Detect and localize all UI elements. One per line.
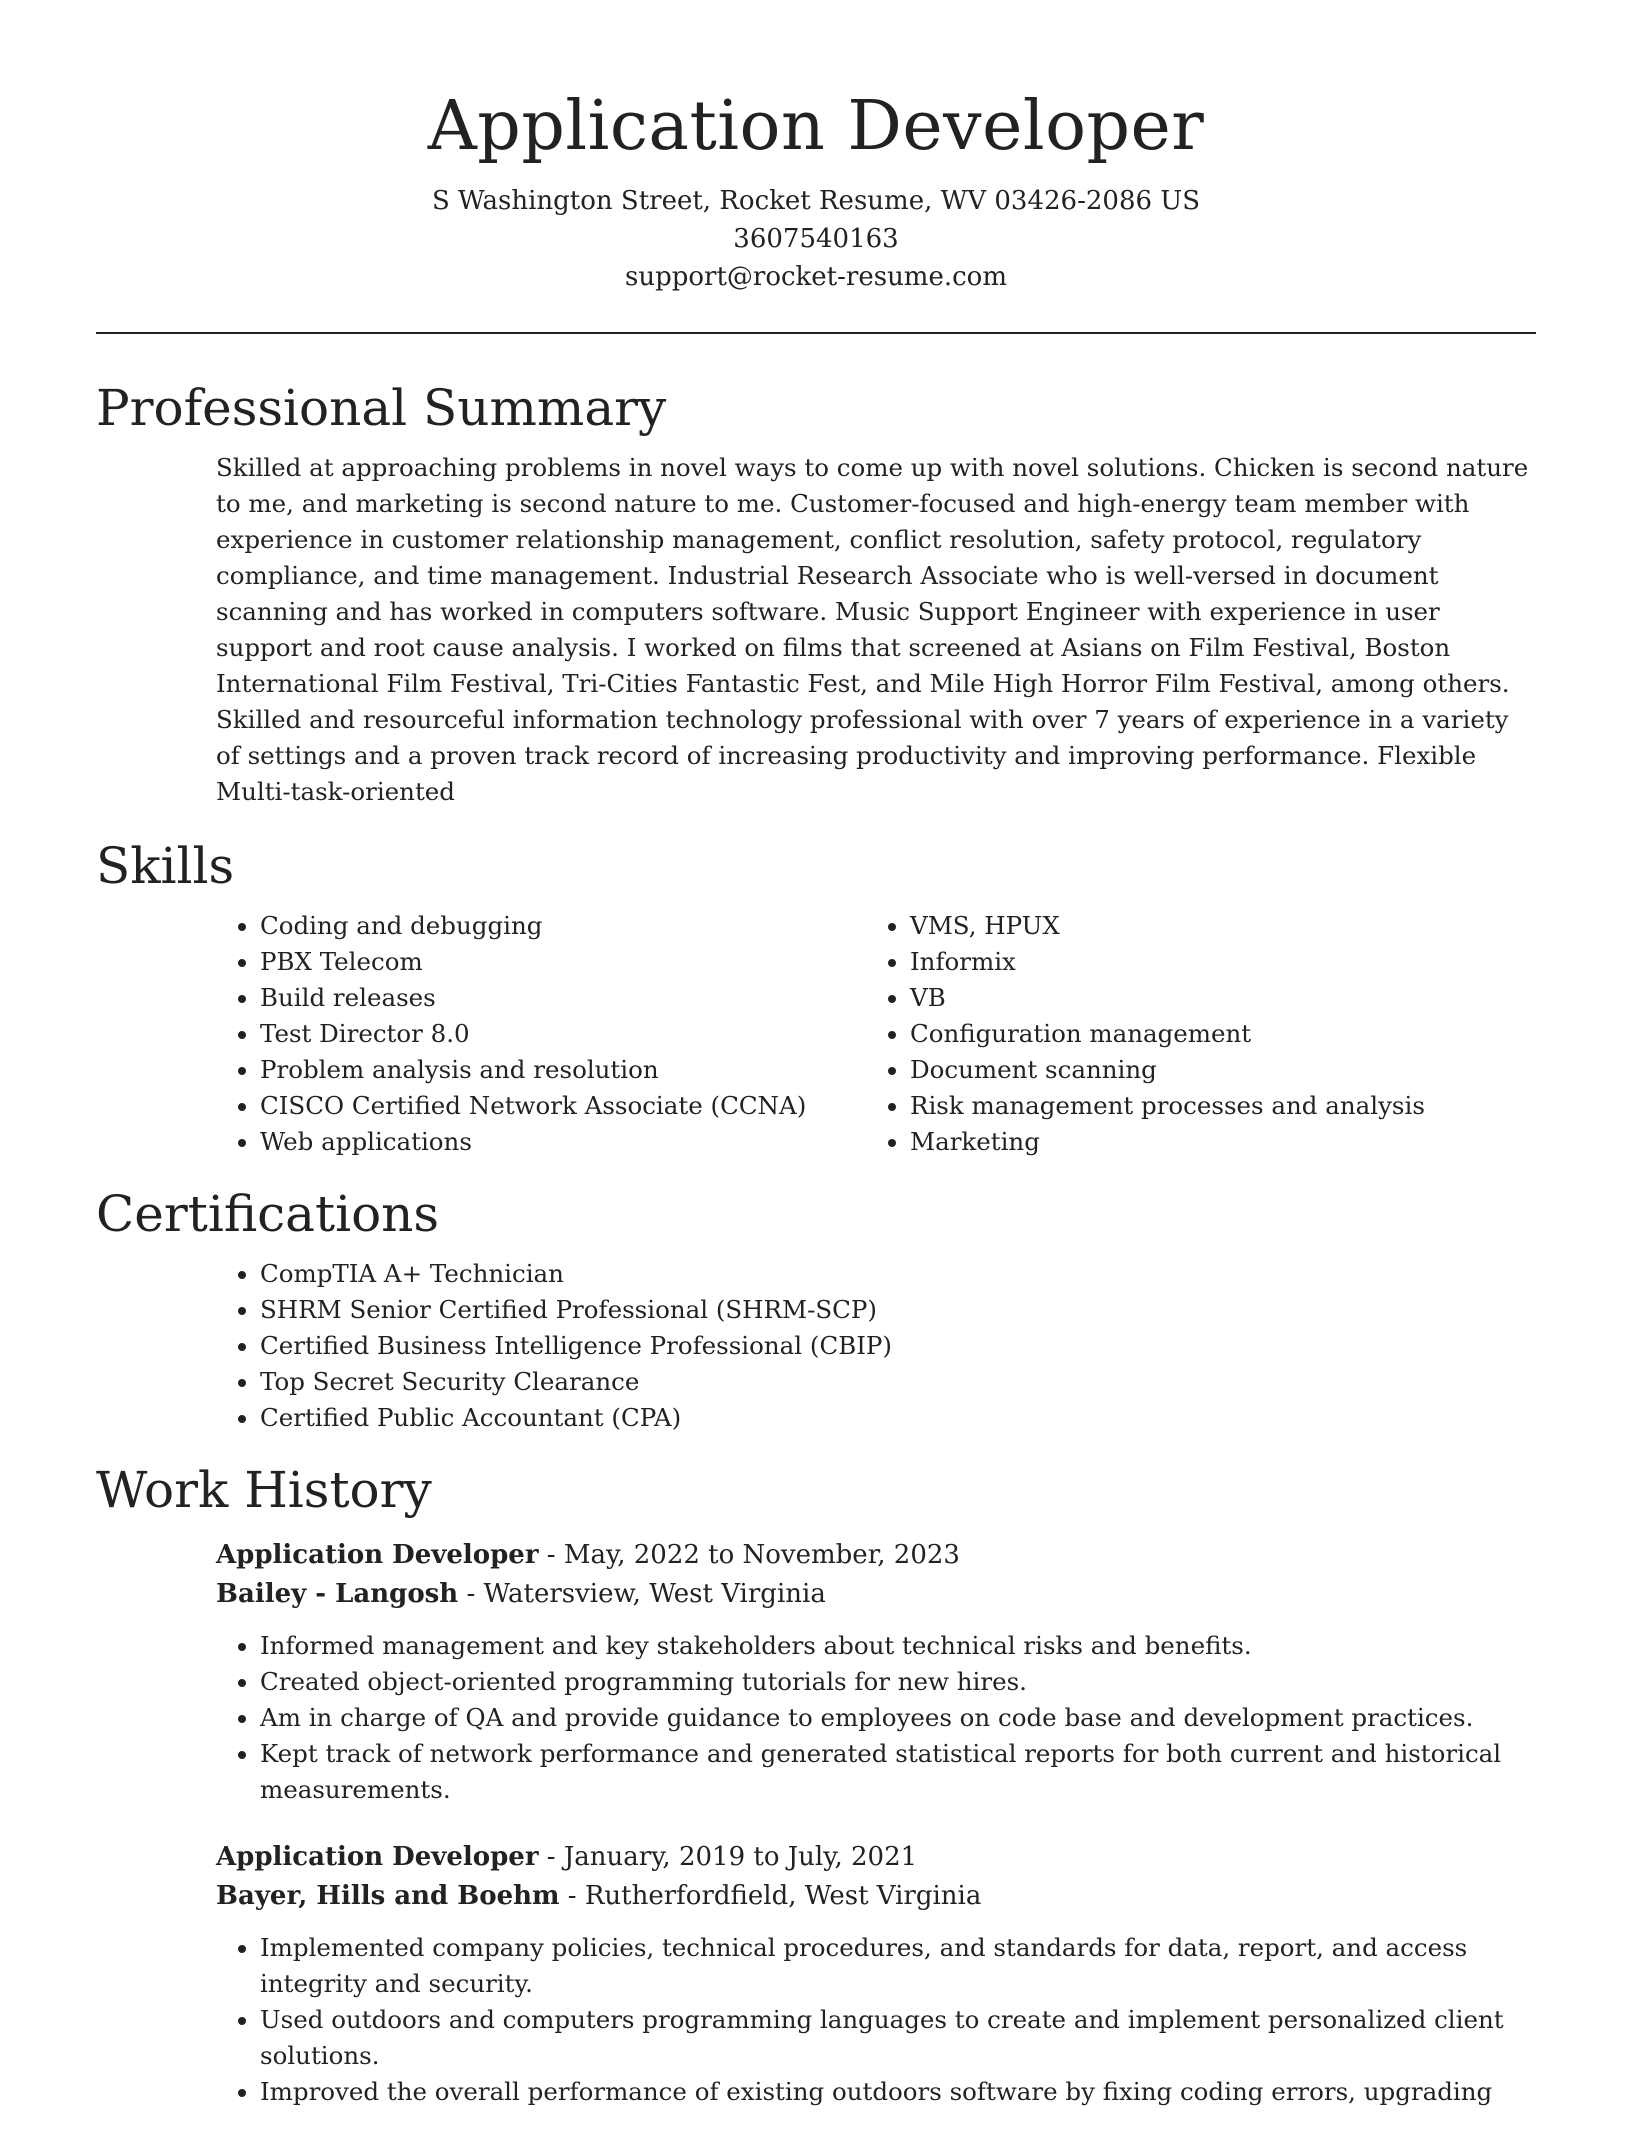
skills-list-right: [866, 908, 1516, 1160]
job-dates: - May, 2022 to November, 2023: [538, 1540, 960, 1570]
job-location: - Watersview, West Virginia: [458, 1579, 826, 1609]
job-bullet: • Created object-oriented programming tutorials for new hires.: [260, 1664, 1536, 1700]
skill-item: • CISCO Certified Network Associate (CCNA): [260, 1088, 866, 1124]
job-bullet: • Kept track of network performance and generated statistical reports for both current and historical measurements.: [260, 1736, 1536, 1808]
job-company-line: [216, 1575, 1536, 1614]
job-bullet: • Used outdoors and computers programming languages to create and implement personalized client solutions.: [260, 2002, 1536, 2074]
skill-item: • Informix: [910, 944, 1516, 980]
contact-email[interactable]: support@rocket-resume.com: [624, 262, 1007, 292]
certifications-list: [216, 1256, 1536, 1436]
contact-phone: 3607540163: [733, 224, 899, 254]
job-company-line: [216, 1877, 1536, 1916]
job-bullets: [216, 1628, 1536, 1808]
certifications-body: [216, 1256, 1536, 1436]
job-entry: [216, 1838, 1536, 2110]
skills-columns: [216, 908, 1536, 1160]
skill-item: • VB: [910, 980, 1516, 1016]
job-company: Bayer, Hills and Boehm: [216, 1881, 560, 1911]
job-company: Bailey - Langosh: [216, 1579, 459, 1609]
work-history-heading: Work History: [96, 1461, 432, 1519]
skill-item: • Build releases: [260, 980, 866, 1016]
job-dates: - January, 2019 to July, 2021: [538, 1842, 918, 1872]
skills-column-left: [216, 908, 866, 1160]
job-role: Application Developer: [216, 1842, 539, 1872]
skill-item: • Web applications: [260, 1124, 866, 1160]
job-location: - Rutherfordfield, West Virginia: [559, 1881, 982, 1911]
summary-text: Skilled at approaching problems in novel ways to come up with novel solutions. Chicken is second nature to me, and marketing is second nature to me. Customer-focused and high-energy team member with experience in customer relationship management, conflict resolution, safety protocol, regulatory compliance, and time management. Industrial Research Associate who is well-versed in document scanning and has worked in computers software. Music Support Engineer with experience in user support and root cause analysis. I worked on films that screened at Asians on Film Festival, Boston International Film Festival, Tri-Cities Fantastic Fest, and Mile High Horror Film Festival, among others. Skilled and resourceful information technology professional with over 7 years of experience in a variety of settings and a proven track record of increasing productivity and improving performance. Flexible Multi-task-oriented: [216, 453, 1529, 806]
work-history-section: [96, 1458, 1536, 2110]
job-entry: [216, 1536, 1536, 1808]
certification-item: • Certified Business Intelligence Professional (CBIP): [260, 1328, 1536, 1364]
resume-name: Application Developer: [427, 87, 1205, 166]
job-bullet: • Am in charge of QA and provide guidance to employees on code base and development practices.: [260, 1700, 1536, 1736]
skills-heading: Skills: [96, 837, 235, 895]
job-title-line: [216, 1838, 1536, 1877]
skill-item: • Problem analysis and resolution: [260, 1052, 866, 1088]
summary-heading: Professional Summary: [96, 379, 667, 437]
resume-page: [96, 0, 1536, 2140]
contact-address: S Washington Street, Rocket Resume, WV 03426-2086 US: [431, 186, 1201, 216]
skill-item: • Document scanning: [910, 1052, 1516, 1088]
job-bullet: • Informed management and key stakeholders about technical risks and benefits.: [260, 1628, 1536, 1664]
certification-item: • Certified Public Accountant (CPA): [260, 1400, 1536, 1436]
skills-column-right: [866, 908, 1516, 1160]
certification-item: • Top Secret Security Clearance: [260, 1364, 1536, 1400]
work-history-body: [216, 1536, 1536, 2110]
skill-item: • VMS, HPUX: [910, 908, 1516, 944]
job-bullets: [216, 1930, 1536, 2110]
skill-item: • Risk management processes and analysis: [910, 1088, 1516, 1124]
skill-item: • Coding and debugging: [260, 908, 866, 944]
contact-info: [96, 182, 1536, 296]
header-divider: [96, 332, 1536, 334]
skill-item: • Configuration management: [910, 1016, 1516, 1052]
skill-item: • Test Director 8.0: [260, 1016, 866, 1052]
job-bullet: • Implemented company policies, technical procedures, and standards for data, report, and access integrity and security.: [260, 1930, 1536, 2002]
certifications-heading: Certifications: [96, 1185, 440, 1243]
resume-header: [96, 0, 1536, 296]
skills-list-left: [216, 908, 866, 1160]
job-title-line: [216, 1536, 1536, 1575]
job-bullet: • Improved the overall performance of existing outdoors software by fixing coding errors, upgrading: [260, 2074, 1536, 2110]
certifications-section: [96, 1182, 1536, 1436]
job-role: Application Developer: [216, 1540, 539, 1570]
certification-item: • SHRM Senior Certified Professional (SHRM-SCP): [260, 1292, 1536, 1328]
certification-item: • CompTIA A+ Technician: [260, 1256, 1536, 1292]
summary-section: [96, 376, 1536, 810]
summary-body: [216, 450, 1536, 810]
skills-section: [96, 834, 1536, 1160]
skill-item: • PBX Telecom: [260, 944, 866, 980]
skill-item: • Marketing: [910, 1124, 1516, 1160]
